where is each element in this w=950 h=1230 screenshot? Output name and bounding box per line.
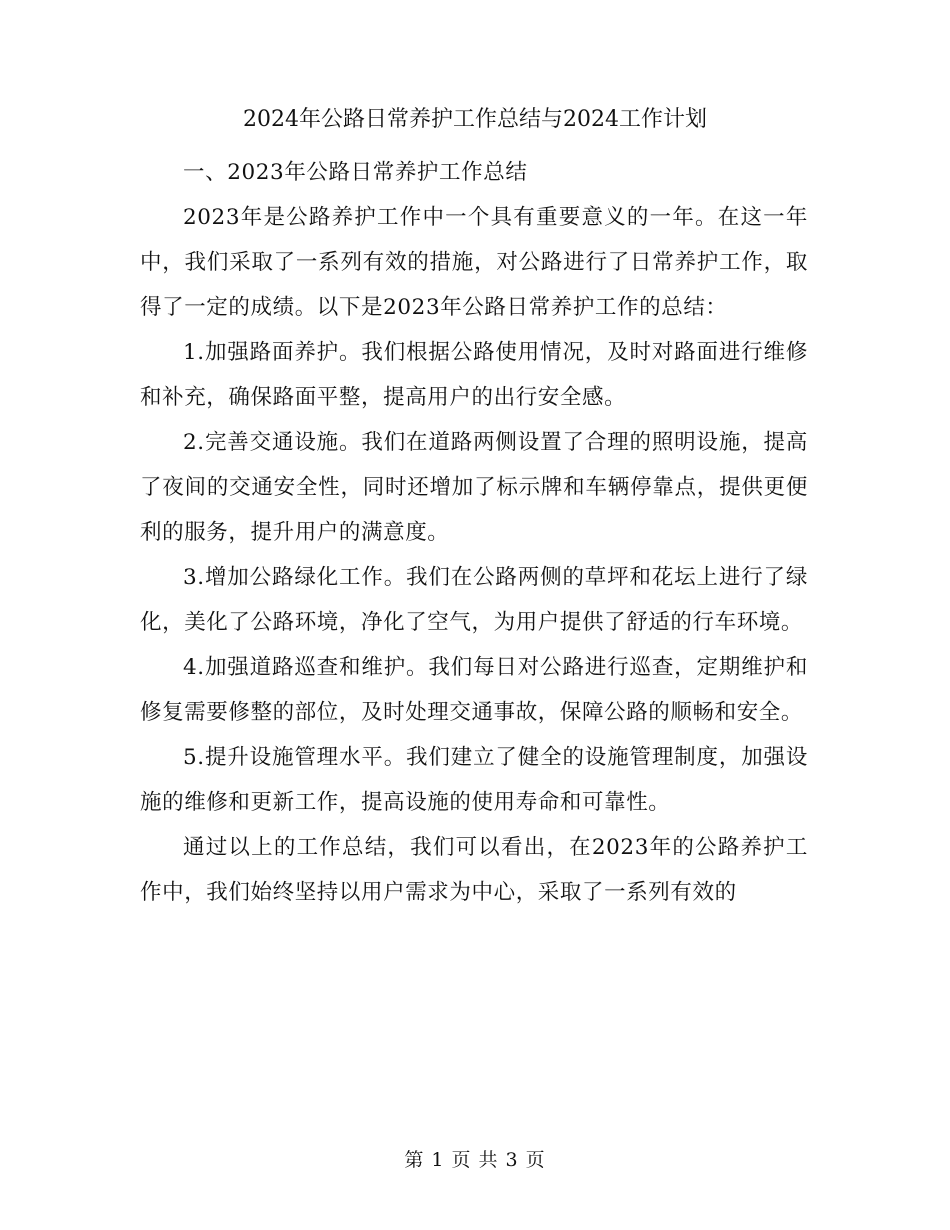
paragraph-conclusion: 通过以上的工作总结，我们可以看出，在2023年的公路养护工作中，我们始终坚持以用户需求为中心，采取了一系列有效的 bbox=[140, 835, 808, 905]
paragraph-item-4: 4.加强道路巡查和维护。我们每日对公路进行巡查，定期维护和修复需要修整的部位，及时处理交通事故，保障公路的顺畅和安全。 bbox=[140, 655, 808, 725]
paragraph-item-5: 5.提升设施管理水平。我们建立了健全的设施管理制度，加强设施的维修和更新工作，提高设施的使用寿命和可靠性。 bbox=[140, 745, 808, 815]
section-heading: 一、2023年公路日常养护工作总结 bbox=[183, 160, 528, 185]
document-body bbox=[140, 150, 808, 915]
page-number-footer: 第 1 页 共 3 页 bbox=[404, 1149, 546, 1171]
paragraph-item-3: 3.增加公路绿化工作。我们在公路两侧的草坪和花坛上进行了绿化，美化了公路环境，净化了空气，为用户提供了舒适的行车环境。 bbox=[140, 565, 808, 635]
paragraph-item-2: 2.完善交通设施。我们在道路两侧设置了合理的照明设施，提高了夜间的交通安全性，同时还增加了标示牌和车辆停靠点，提供更便利的服务，提升用户的满意度。 bbox=[140, 430, 808, 545]
paragraph-intro: 2023年是公路养护工作中一个具有重要意义的一年。在这一年中，我们采取了一系列有效的措施，对公路进行了日常养护工作，取得了一定的成绩。以下是2023年公路日常养护工作的总结： bbox=[140, 205, 808, 320]
document-title: 2024年公路日常养护工作总结与2024工作计划 bbox=[243, 107, 707, 132]
paragraph-item-1: 1.加强路面养护。我们根据公路使用情况，及时对路面进行维修和补充，确保路面平整，提高用户的出行安全感。 bbox=[140, 340, 808, 410]
